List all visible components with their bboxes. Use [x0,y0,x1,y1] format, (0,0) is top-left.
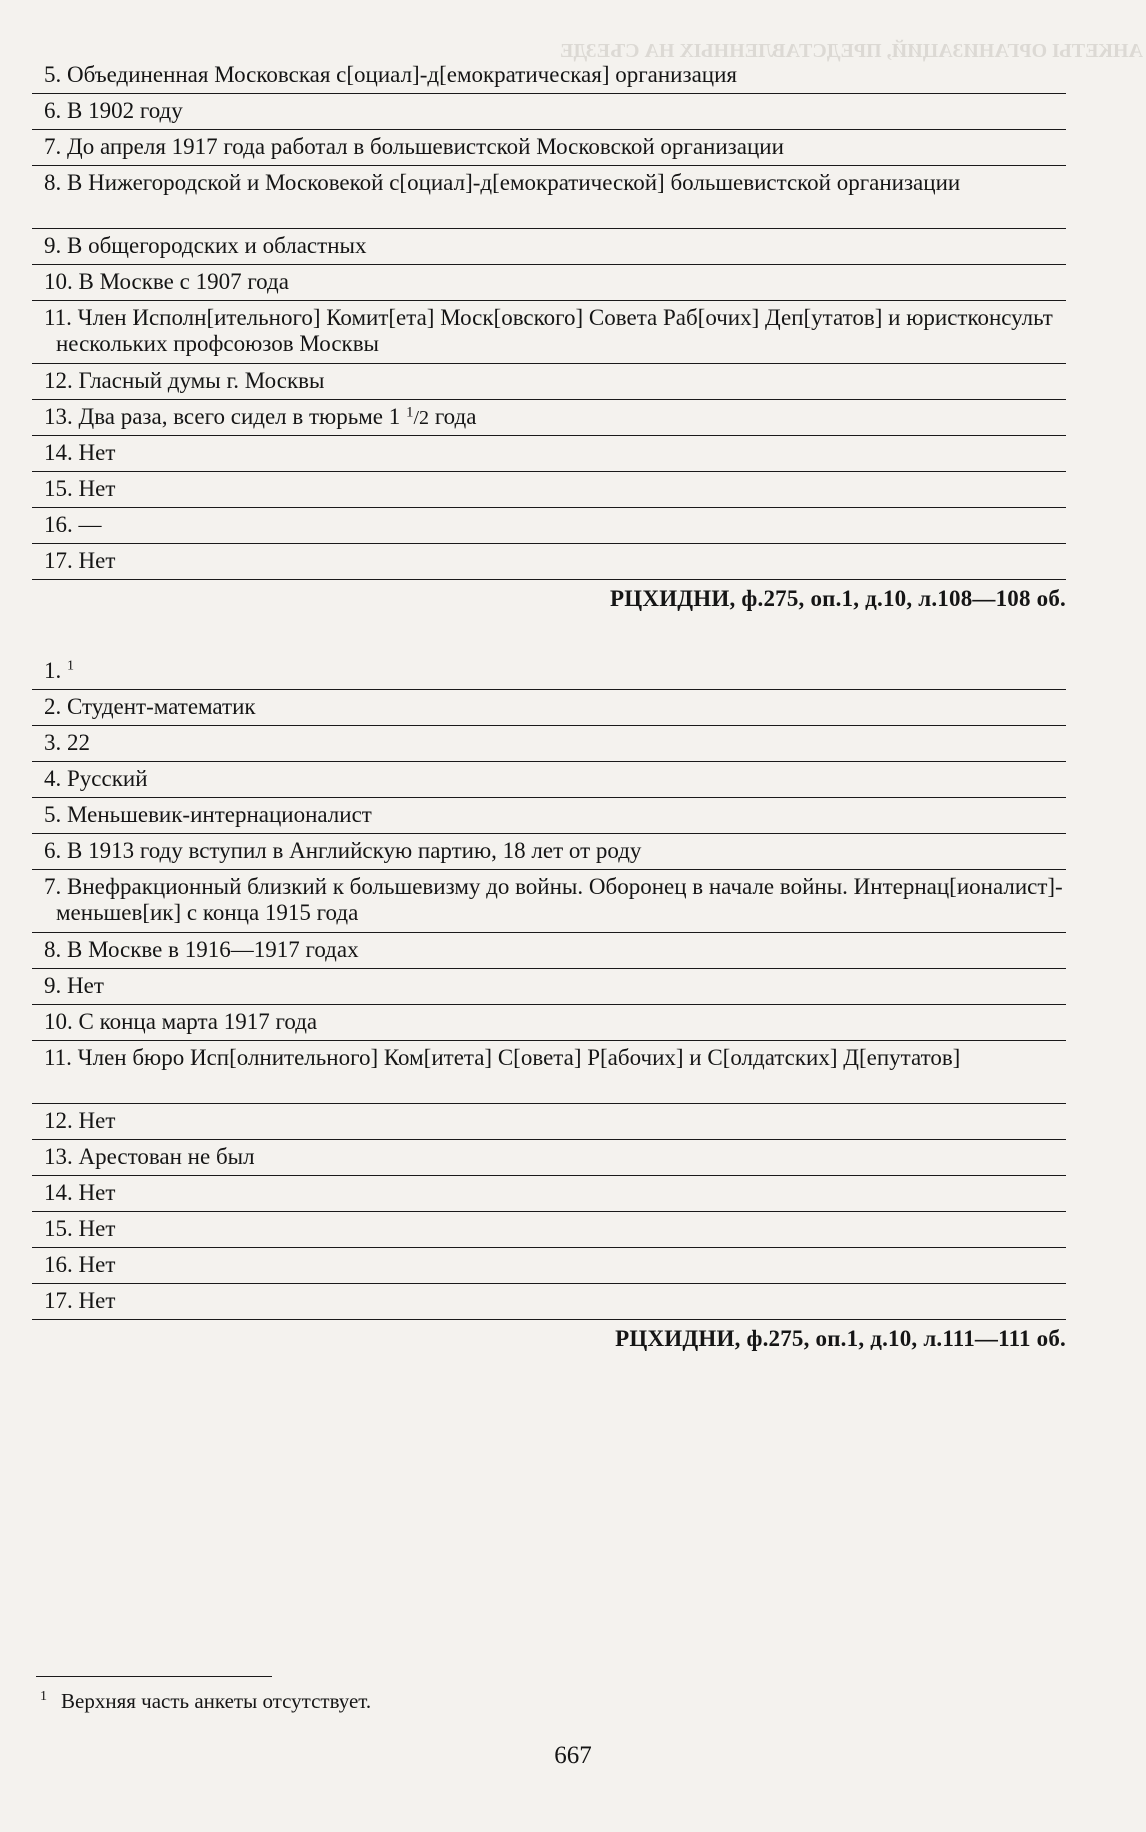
answer-text: 16. Нет [44,1252,116,1277]
answer-text: 14. Нет [44,1180,116,1205]
answer-row-3 [32,726,1066,762]
answer-row-10 [32,265,1066,301]
answer-text-suffix: года [429,404,477,429]
answer-row-8 [32,933,1066,969]
answer-text: 11. Член Исполн[ительного] Комит[ета] Моск[овского] Совета Раб[очих] Деп[утатов] и юристконсульт нескольких профсоюзов Москвы [44,305,1053,356]
page-number: 667 [554,1742,592,1769]
answer-text: 12. Нет [44,1108,116,1133]
answer-text: 10. В Москве с 1907 года [44,269,289,294]
answer-row-7 [32,870,1066,933]
answer-row-13 [32,1140,1066,1176]
answer-row-5 [32,58,1066,94]
answer-text: 14. Нет [44,440,116,465]
footnote-divider [36,1676,272,1677]
answer-text: 2. Студент-математик [44,694,256,719]
answer-text: 15. Нет [44,476,116,501]
answer-text: 12. Гласный думы г. Москвы [44,368,325,393]
answer-text: 16. — [44,512,102,537]
answer-text: 15. Нет [44,1216,116,1241]
footnote [40,1688,371,1714]
answer-row-17 [32,544,1066,580]
answer-text: 4. Русский [44,766,148,791]
answer-row-9 [32,229,1066,265]
answer-row-5 [32,798,1066,834]
answer-text: 7. Внефракционный близкий к большевизму до войны. Оборонец в начале войны. Интернац[ионалист]-меньшев[ик] с конца 1915 года [44,874,1063,925]
answer-row-16 [32,1248,1066,1284]
answer-text: 5. Меньшевик-интернационалист [44,802,372,827]
answer-row-14 [32,1176,1066,1212]
answer-text: 11. Член бюро Исп[олнительного] Ком[итета] С[овета] Р[абочих] и С[олдатских] Д[епутатов] [44,1045,961,1070]
answer-text: 7. До апреля 1917 года работал в большевистской Московской организации [44,134,784,159]
answer-row-17 [32,1284,1066,1320]
footnote-mark: 1 [40,1689,47,1704]
answer-text: 9. Нет [44,973,104,998]
answer-text: 5. Объединенная Московская с[оциал]-д[емократическая] организация [44,62,737,87]
questionnaire-block-2 [32,654,1066,1352]
answer-row-10 [32,1005,1066,1041]
answer-row-2 [32,690,1066,726]
answer-row-6 [32,834,1066,870]
answer-text: 6. В 1913 году вступил в Английскую партию, 18 лет от роду [44,838,642,863]
archive-source-reference: РЦХИДНИ, ф.275, оп.1, д.10, л.111—111 об. [615,1326,1066,1351]
answer-text: 1. [44,658,67,683]
answer-row-15 [32,1212,1066,1248]
answer-row-12 [32,1104,1066,1140]
answer-text: 8. В Нижегородской и Московекой с[оциал]-д[емократической] большевистской организации [44,170,961,195]
answer-row-8 [32,166,1066,229]
answer-row-16 [32,508,1066,544]
answer-row-7 [32,130,1066,166]
answer-row-13 [32,400,1066,436]
answer-row-14 [32,436,1066,472]
answer-row-9 [32,969,1066,1005]
archive-source-reference: РЦХИДНИ, ф.275, оп.1, д.10, л.108—108 об. [610,586,1066,611]
answer-text: 17. Нет [44,1288,116,1313]
fraction-one-half: $^1$/2 [406,404,430,429]
answer-text: 10. С конца марта 1917 года [44,1009,318,1034]
footnote-text: Верхняя часть анкеты отсутствует. [61,1689,372,1713]
answer-text: 13. Два раза, всего сидел в тюрьме 1 [44,404,406,429]
answer-row-11 [32,1041,1066,1104]
answer-row-1 [32,654,1066,690]
answer-row-4 [32,762,1066,798]
answer-row-6 [32,94,1066,130]
answer-text: 9. В общегородских и областных [44,233,367,258]
questionnaire-block-1 [32,58,1066,612]
answer-row-11 [32,301,1066,364]
answer-text: 13. Арестован не был [44,1144,255,1169]
answer-text: 17. Нет [44,548,116,573]
answer-text: 6. В 1902 году [44,98,183,123]
footnote-mark: 1 [67,658,74,674]
answer-row-15 [32,472,1066,508]
answer-text: 8. В Москве в 1916—1917 годах [44,937,359,962]
bleed-through-title: АНКЕТЫ ОРГАНИЗАЦИЙ, ПРЕДСТАВЛЕННЫХ НА СЪЕЗДЕ [560,40,1143,62]
answer-row-12 [32,364,1066,400]
answer-text: 3. 22 [44,730,90,755]
